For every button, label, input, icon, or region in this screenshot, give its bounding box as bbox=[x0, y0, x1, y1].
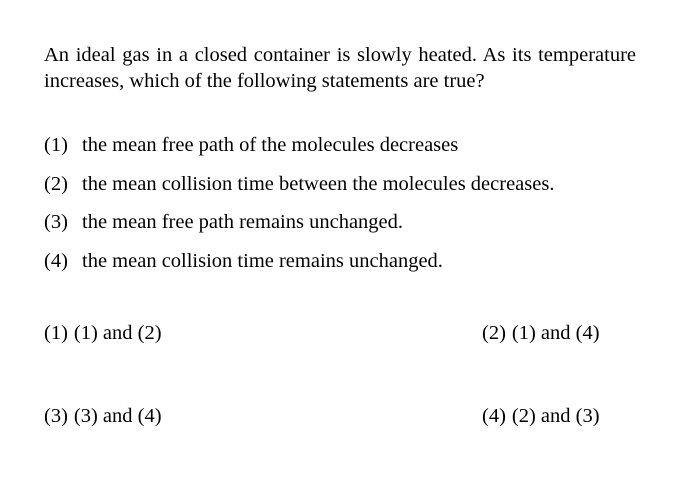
answer-option-3[interactable] bbox=[44, 403, 162, 429]
question-text: An ideal gas in a closed container is slowly heated. As its temperature increases, which of the following statements are true? bbox=[44, 44, 636, 92]
option-number: (3) bbox=[44, 405, 68, 427]
option-text: (1) and (2) bbox=[73, 322, 162, 344]
statement-number: (3) bbox=[44, 211, 68, 233]
option-text: (1) and (4) bbox=[511, 322, 600, 344]
statement-1 bbox=[44, 132, 664, 171]
option-number: (1) bbox=[44, 322, 68, 344]
option-number: (2) bbox=[482, 322, 506, 344]
option-number: (4) bbox=[482, 405, 506, 427]
statement-text: the mean free path remains unchanged. bbox=[82, 211, 404, 233]
statement-4 bbox=[44, 248, 664, 287]
answer-option-4[interactable] bbox=[482, 403, 600, 429]
statement-number: (1) bbox=[44, 134, 68, 156]
option-text: (2) and (3) bbox=[511, 405, 600, 427]
statement-text: the mean collision time remains unchanged. bbox=[82, 249, 443, 272]
statement-3 bbox=[44, 209, 664, 248]
statement-number: (2) bbox=[44, 172, 68, 195]
answer-option-2[interactable] bbox=[482, 320, 600, 346]
answer-option-1[interactable] bbox=[44, 320, 162, 346]
statement-text: the mean free path of the molecules decreases bbox=[82, 134, 459, 156]
statement-list bbox=[44, 132, 664, 286]
statement-number: (4) bbox=[44, 249, 68, 272]
statement-2 bbox=[44, 171, 664, 210]
option-text: (3) and (4) bbox=[73, 405, 162, 427]
statement-text: the mean collision time between the molecules decreases. bbox=[82, 172, 555, 195]
